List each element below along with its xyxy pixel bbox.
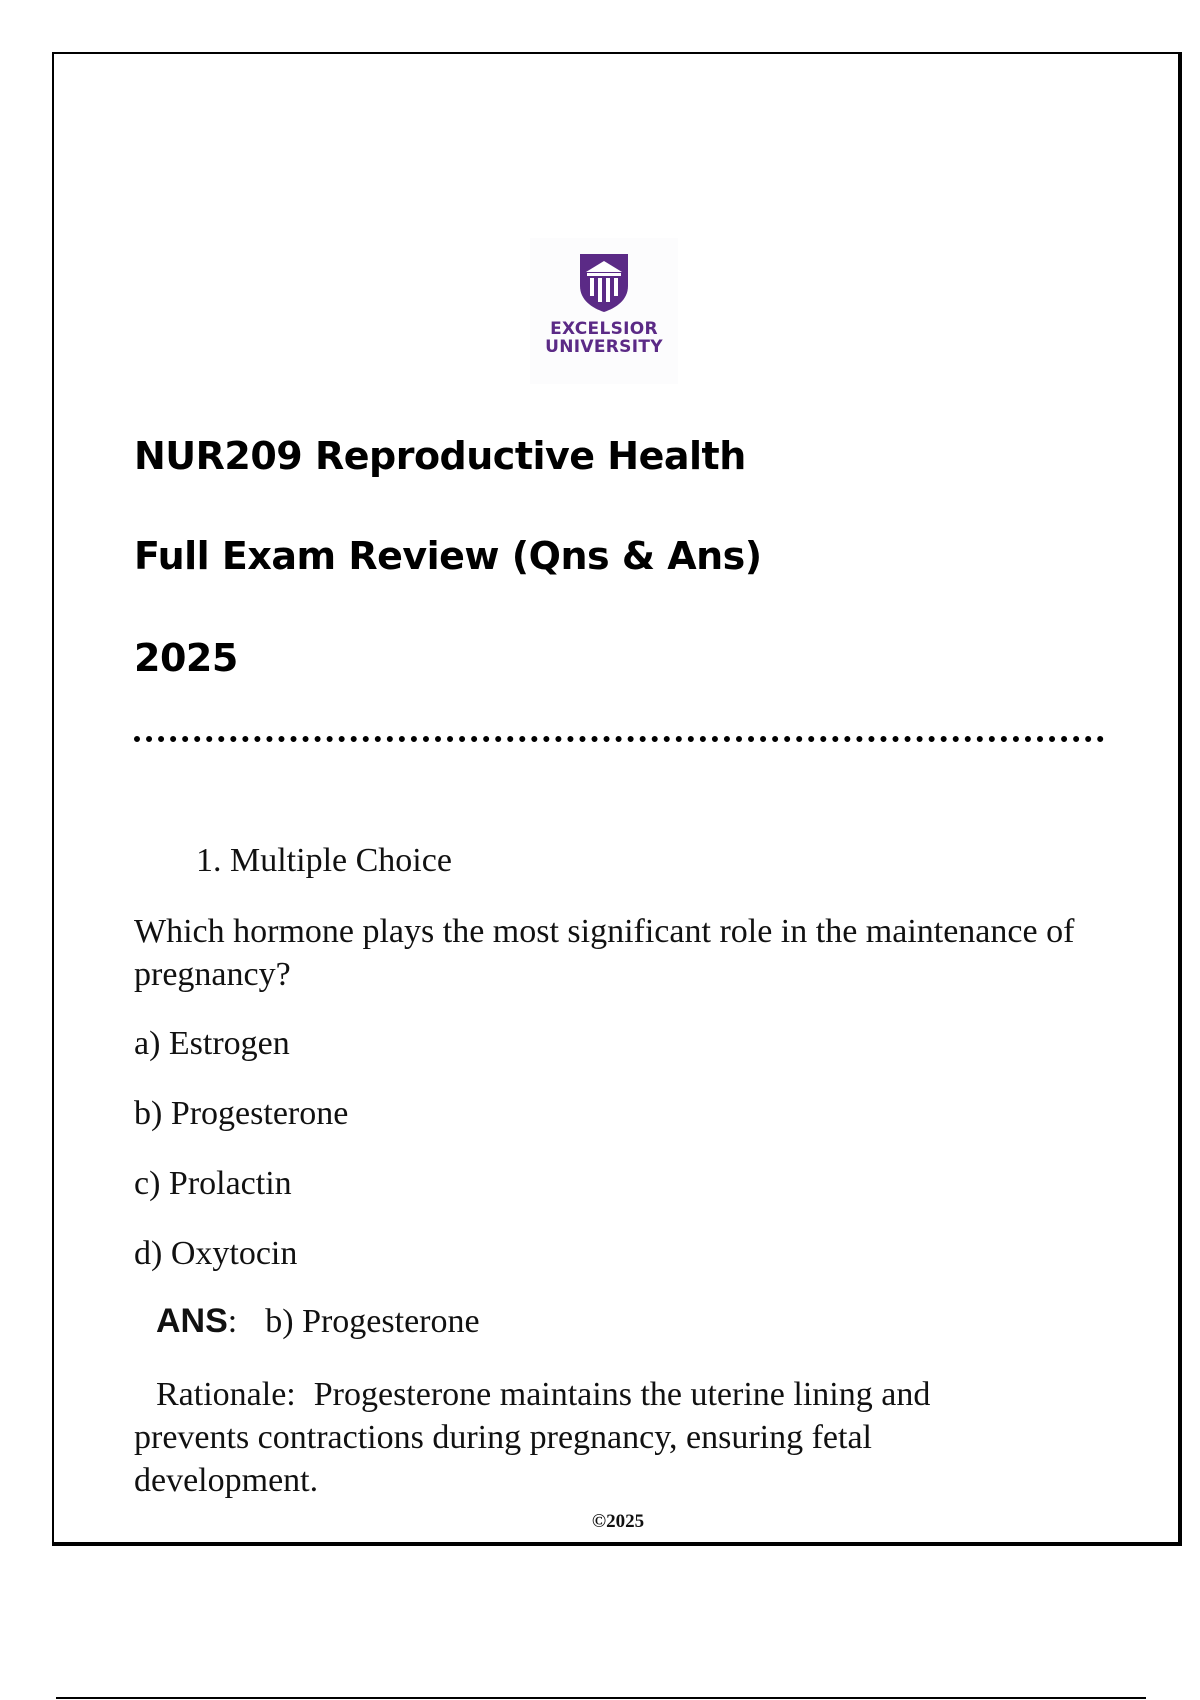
bottom-divider [56, 1697, 1146, 1699]
question-number: 1. Multiple Choice [196, 842, 452, 879]
dotted-divider [134, 736, 1104, 742]
question-text: Which hormone plays the most significant role in the maintenance of pregnancy? [134, 913, 1075, 993]
answer-row [156, 1302, 480, 1341]
answer-label: ANS [156, 1302, 228, 1340]
logo-line-1: EXCELSIOR [550, 319, 658, 339]
answer-value: b) Progesterone [265, 1303, 480, 1340]
rationale-label: Rationale: [156, 1376, 296, 1413]
option-a: a) Estrogen [134, 1025, 290, 1062]
university-logo [530, 238, 678, 384]
document-subtitle: Full Exam Review (Qns & Ans) [134, 534, 762, 578]
logo-wordmark [530, 320, 678, 356]
option-d: d) Oxytocin [134, 1235, 298, 1272]
rationale-text: Progesterone maintains the uterine lining and prevents contractions during pregnancy, ensuring fetal development. [134, 1376, 931, 1499]
course-title: NUR209 Reproductive Health [134, 434, 746, 478]
copyright-notice: ©2025 [591, 1511, 645, 1532]
answer-colon: : [227, 1303, 238, 1340]
rationale [134, 1373, 1034, 1502]
option-b: b) Progesterone [134, 1095, 349, 1132]
logo-line-2: UNIVERSITY [545, 337, 663, 357]
university-shield-icon [576, 252, 632, 314]
document-year: 2025 [134, 636, 238, 680]
option-c: c) Prolactin [134, 1165, 292, 1202]
